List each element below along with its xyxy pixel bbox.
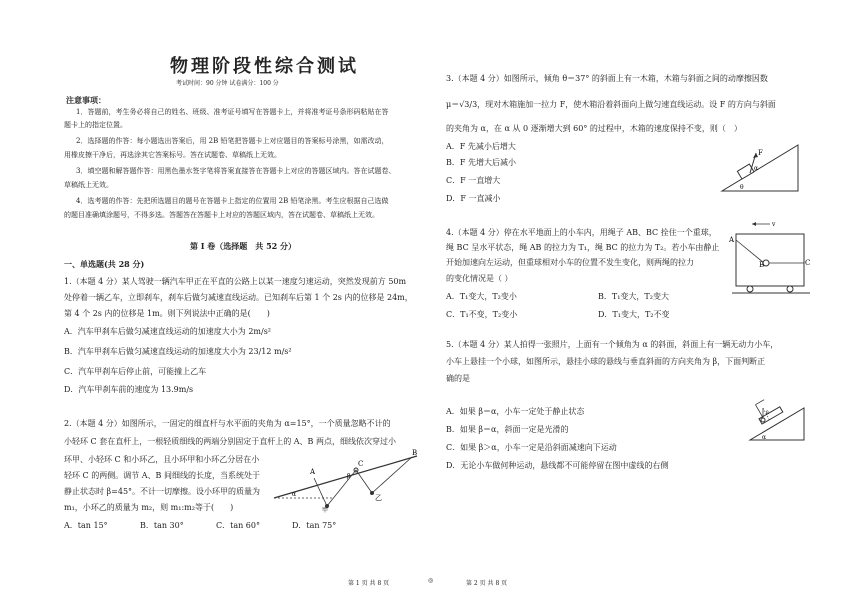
q4-line: 开始加速向左运动，但重球相对小车的位置不发生变化，则两绳的拉力 xyxy=(446,258,694,267)
q2-label-jia: 甲 xyxy=(322,507,329,514)
q5-figure xyxy=(748,392,806,444)
q4-figure xyxy=(730,218,812,298)
q2-option-a: A．tan 15° xyxy=(64,521,108,530)
notice-heading: 注意事项： xyxy=(66,95,106,105)
exam-info: 考试时间：90 分钟 试卷满分：100 分 xyxy=(176,80,279,87)
q4-line: 4.（本题 4 分）停在水平地面上的小车内，用绳子 AB、BC 拴住一个重球， xyxy=(446,228,717,237)
q4-option-d: D．T₁变大，T₂不变 xyxy=(598,310,670,319)
q4-label-v: v xyxy=(772,221,776,228)
q5-line: 确的是 xyxy=(446,374,470,383)
footer-separator: ◎ xyxy=(428,577,434,584)
q1-option-c: C．汽车甲刹车后停止前，可能撞上乙车 xyxy=(64,367,207,376)
notice-item: 用橡皮擦干净后，再选涂其它答案标号。答在试题卷、草稿纸上无效。 xyxy=(64,151,281,159)
q1-option-a: A．汽车甲刹车后做匀减速直线运动的加速度大小为 2m/s² xyxy=(64,327,272,336)
q2-option-c: C．tan 60° xyxy=(216,521,260,530)
q5-label-beta: β xyxy=(766,410,769,416)
q2-label-alpha: α xyxy=(292,491,297,498)
q1-option-b: B．汽车甲刹车后做匀减速直线运动的加速度大小为 23/12 m/s² xyxy=(64,347,292,356)
q2-label-yi: 乙 xyxy=(375,494,382,502)
q3-figure xyxy=(720,143,800,195)
page-title: 物理阶段性综合测试 xyxy=(170,56,359,77)
q1-line: 处停着一辆乙车，立即刹车，刹车后做匀减速直线运动。已知刹车后第 1 个 2s 内的位移是 24m， xyxy=(64,293,413,302)
notice-item: 4．选考题的作答：先把所选题目的题号在答题卡上指定的位置用 2B 铅笔涂黑。考生应根据自己选做 xyxy=(76,197,389,205)
q2-line: 小轻环 C 套在直杆上，一根轻质细线的两端分别固定于直杆上的 A、B 两点，细线依次穿过小 xyxy=(64,437,396,446)
q4-label-c: C xyxy=(805,259,811,267)
q3-label-f: F xyxy=(758,149,763,157)
part-heading: 一、单选题(共 28 分) xyxy=(64,259,145,269)
notice-item: 题卡上的指定位置。 xyxy=(64,121,127,129)
q5-label-alpha: α xyxy=(762,434,767,441)
q3-option-a: A．F 先减小后增大 xyxy=(446,142,516,151)
q2-line: m₁，小环乙的质量为 m₂，则 m₁:m₂等于( ) xyxy=(64,503,234,512)
q2-label-c: C xyxy=(358,460,364,468)
q1-line: 第 4 个 2s 内的位移是 1m。则下列说法中正确的是( ) xyxy=(64,309,270,318)
notice-item: 的题目准确填涂题号，不得多选。答题答在答题卡上对应的答题区域内，答在试题卷、草稿纸上无效。 xyxy=(64,211,379,219)
notice-item: 草稿纸上无效。 xyxy=(64,181,113,189)
q3-line: μ＝√3/3，现对木箱施加一拉力 F，使木箱沿着斜面向上做匀速直线运动。设 F 的方向与斜面 xyxy=(446,100,776,109)
q5-ball xyxy=(761,418,765,422)
q4-label-a: A xyxy=(729,236,735,244)
q4-rope-ab xyxy=(736,240,764,263)
q2-figure xyxy=(272,448,422,512)
q4-option-c: C．T₁不变，T₂变小 xyxy=(446,310,518,319)
q3-line: 的夹角为 α，在 α 从 0 逐渐增大到 60° 的过程中，木箱的速度保持不变，则（ ） xyxy=(446,124,742,133)
q4-label-b: B xyxy=(759,261,765,269)
q5-option-a: A．如果 β＝α，小车一定处于静止状态 xyxy=(446,407,585,416)
q3-option-b: B．F 先增大后减小 xyxy=(446,158,516,167)
notice-item: 1．答题前，考生务必将自己的姓名、班级、准考证号填写在答题卡上，并将准考证号条形码粘贴在答 xyxy=(76,108,389,116)
q4-velocity-arrow xyxy=(752,222,756,226)
q3-option-c: C．F 一直增大 xyxy=(446,176,501,185)
q2-label-beta: β xyxy=(347,473,351,480)
q5-option-b: B．如果 β＝α，斜面一定是光滑的 xyxy=(446,425,569,434)
q2-ring-yi xyxy=(370,491,374,495)
q3-option-d: D．F 一直减小 xyxy=(446,194,501,203)
q2-line: 轻环 C 的两侧。调节 A、B 间细线的长度，当系统处于 xyxy=(64,471,260,480)
q5-option-d: D．无论小车做何种运动，悬线都不可能停留在图中虚线的右侧 xyxy=(446,461,669,470)
q3-label-theta: θ xyxy=(740,184,744,191)
q1-line: 1.（本题 4 分）某人驾驶一辆汽车甲正在平直的公路上以某一速度匀速运动，突然发现前方 50m xyxy=(64,277,407,286)
q5-line: 5.（本题 4 分）某人拍得一张照片，上面有一个倾角为 α 的斜面，斜面上有一辆无动力小车， xyxy=(446,340,779,349)
q2-line: 环甲、小轻环 C 和小环乙，且小环甲和小环乙分居在小 xyxy=(64,455,260,464)
section-heading: 第 I 卷（选择题 共 52 分） xyxy=(190,241,297,251)
q4-cart-body xyxy=(736,234,804,286)
q4-line: 的变化情况是（ ） xyxy=(446,274,513,283)
q2-option-d: D．tan 75° xyxy=(292,521,337,530)
notice-item: 3．填空题和解答题作答：用黑色墨水签字笔将答案直接答在答题卡上对应的答题区域内。答在试题卷、 xyxy=(76,167,396,175)
q1-option-d: D．汽车甲刹车前的速度为 13.9m/s xyxy=(64,385,194,394)
q4-option-a: A．T₁变大，T₂变小 xyxy=(446,292,517,301)
q5-line: 小车上悬挂一个小球，如图所示，悬挂小球的悬线与垂直斜面的方向夹角为 β，下面判断正 xyxy=(446,357,766,366)
q2-label-b: B xyxy=(412,449,418,457)
q4-wheel xyxy=(747,286,753,292)
q2-line: 静止状态时 β=45°。不计一切摩擦。设小环甲的质量为 xyxy=(64,487,261,496)
q4-wheel xyxy=(787,286,793,292)
q2-label-a: A xyxy=(310,468,316,476)
q4-option-b: B．T₁变大，T₂变大 xyxy=(598,292,669,301)
q4-line: 绳 BC 呈水平状态，绳 AB 的拉力为 T₁，绳 BC 的拉力为 T₂。若小车由静止 xyxy=(446,243,720,252)
footer-page-right: 第 2 页 共 8 页 xyxy=(466,580,508,587)
q3-line: 3.（本题 4 分）如图所示，倾角 θ＝37° 的斜面上有一木箱，木箱与斜面之间的动摩擦因数 xyxy=(446,74,768,83)
q2-line: 2.（本题 4 分）如图所示，一固定的细直杆与水平面的夹角为 α=15°，一个质量忽略不计的 xyxy=(64,419,391,428)
q2-option-b: B．tan 30° xyxy=(140,521,184,530)
q3-label-alpha: α xyxy=(754,165,759,172)
q5-option-c: C．如果 β＞α，小车一定是沿斜面减速向下运动 xyxy=(446,443,617,452)
footer-page-left: 第 1 页 共 8 页 xyxy=(348,580,390,587)
notice-item: 2．选择题的作答：每小题选出答案后，用 2B 铅笔把答题卡上对应题目的答案标号涂黑，如需改动， xyxy=(76,137,389,145)
